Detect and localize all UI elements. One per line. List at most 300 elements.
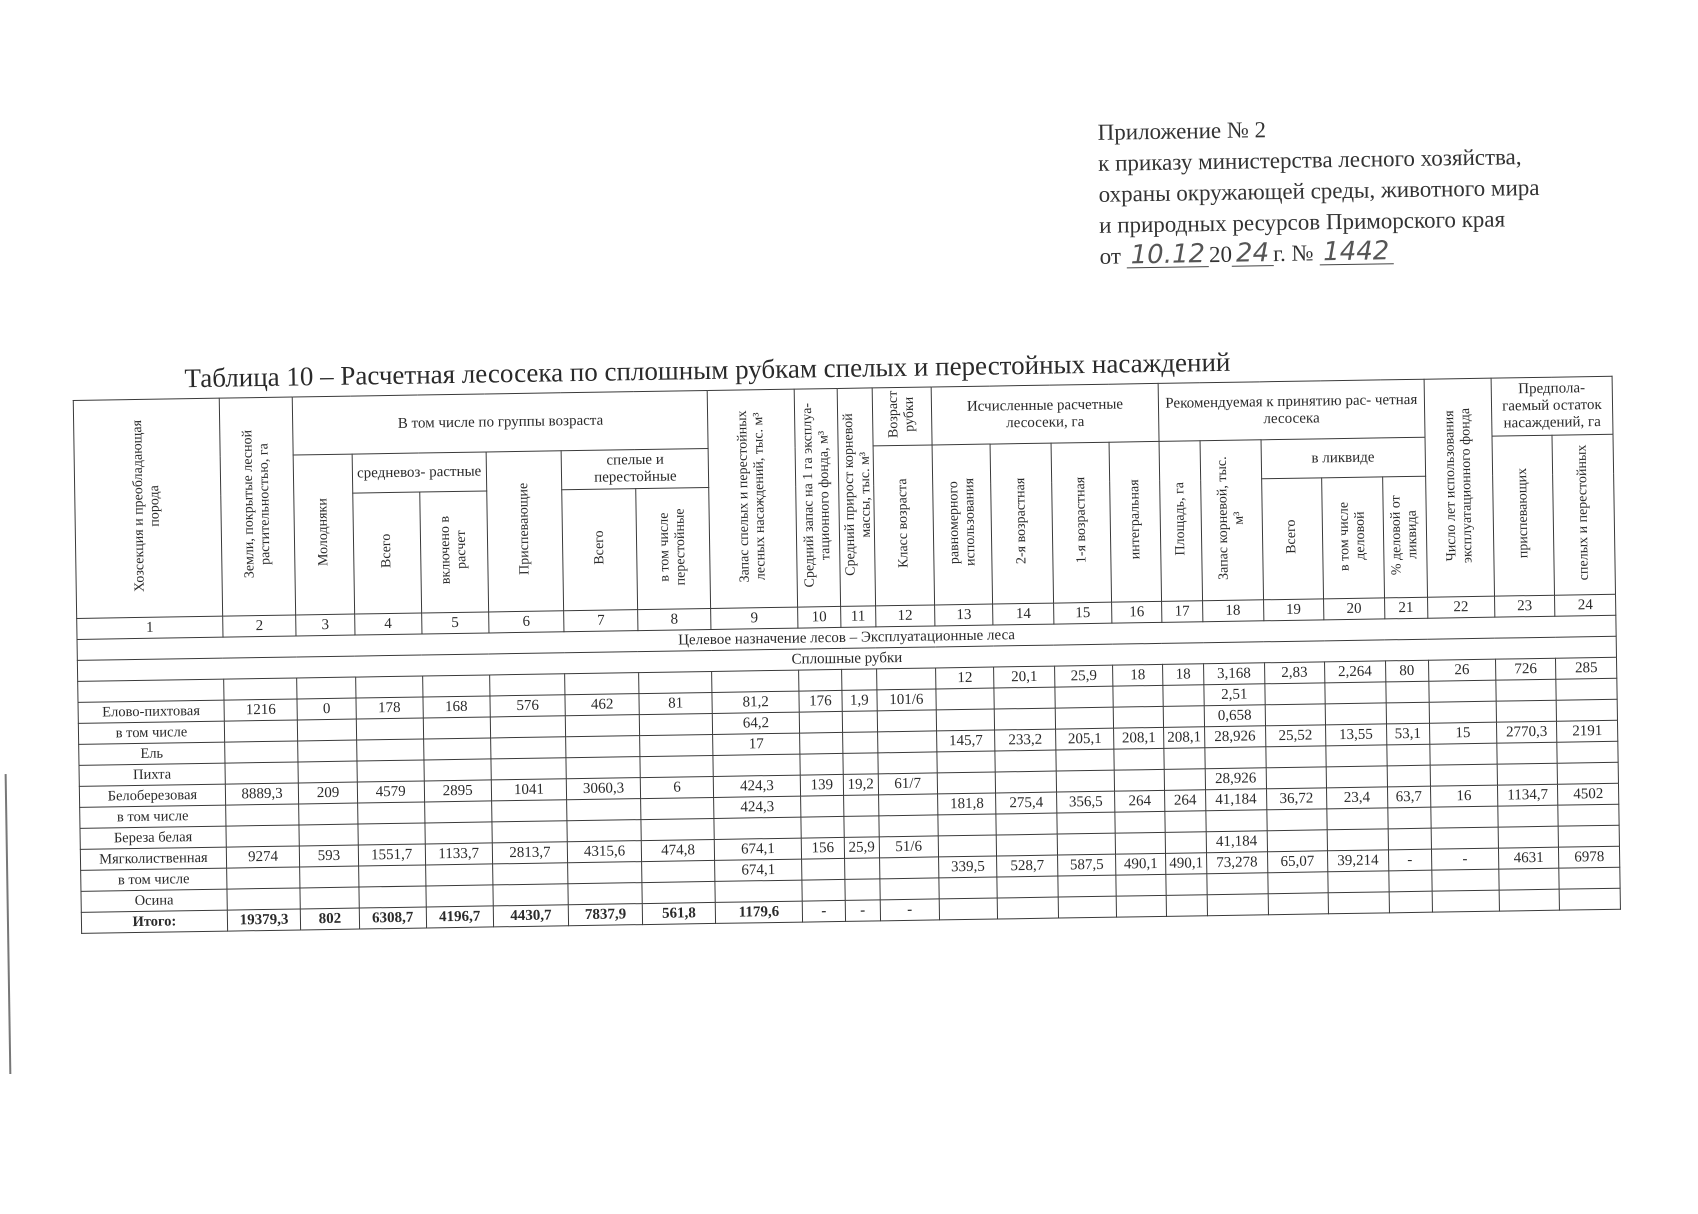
table-cell: 339,5 [939, 856, 998, 878]
table-cell [641, 818, 715, 840]
table-cell [492, 821, 568, 843]
header-cell: В том числе по группы возраста [293, 390, 709, 455]
table-cell: 285 [1556, 657, 1617, 679]
column-number-cell: 21 [1384, 597, 1428, 619]
table-cell: 2,51 [1204, 684, 1265, 706]
table-cell [878, 794, 938, 816]
table-cell [878, 815, 938, 837]
table-cell [802, 879, 846, 901]
table-cell [298, 719, 357, 741]
header-cell: Приспевающие [486, 451, 564, 612]
table-cell [1266, 809, 1327, 831]
table-cell: 233,2 [995, 729, 1056, 751]
table-cell: 7837,9 [569, 904, 643, 926]
table-cell: 674,1 [715, 838, 802, 860]
table-cell: 208,1 [1114, 727, 1164, 749]
table-cell: 576 [490, 695, 566, 717]
table-cell [1328, 892, 1389, 914]
table-cell [639, 713, 713, 735]
table-cell: 23,4 [1327, 787, 1388, 809]
header-cell: 2-я возрастная [990, 443, 1053, 604]
table-cell [491, 800, 567, 822]
table-cell: 0,658 [1204, 705, 1265, 727]
table-cell [225, 762, 299, 784]
table-cell [877, 710, 937, 732]
column-number-cell: 20 [1324, 598, 1385, 620]
table-cell [300, 887, 359, 909]
table-cell [996, 813, 1057, 835]
subsection-label: Сплошные рубки [77, 636, 1616, 681]
header-cell: приспевающих [1492, 435, 1555, 596]
table-cell [567, 820, 641, 842]
table-cell [300, 866, 359, 888]
table-cell: 2191 [1557, 720, 1618, 742]
table-cell: 2770,3 [1496, 721, 1557, 743]
table-cell [995, 750, 1056, 772]
table-cell: 1134,7 [1497, 784, 1558, 806]
table-cell: 4631 [1498, 847, 1559, 869]
table-cell: 41,184 [1206, 789, 1267, 811]
table-cell: 19379,3 [227, 909, 301, 931]
row-label-cell: Елово-пихтовая [78, 700, 224, 723]
table-cell: 587,5 [1057, 854, 1116, 876]
table-cell [1114, 748, 1164, 770]
table-cell [1058, 896, 1117, 918]
table-cell: 726 [1495, 658, 1556, 680]
table-cell: 356,5 [1056, 791, 1115, 813]
table-cell [489, 674, 565, 696]
table-cell [1559, 867, 1620, 889]
table-cell [567, 799, 641, 821]
table-cell: 81 [639, 692, 713, 714]
table-cell [1115, 811, 1165, 833]
table-cell [641, 860, 715, 882]
table-cell [877, 752, 937, 774]
table-cell [640, 797, 714, 819]
table-cell: 181,8 [938, 793, 997, 815]
table-cell [938, 835, 997, 857]
header-line: Приложение № 2 [1097, 117, 1267, 145]
table-cell: 19,2 [843, 774, 878, 796]
table-cell [998, 897, 1059, 919]
column-number-cell: 23 [1494, 595, 1555, 617]
table-cell [566, 757, 640, 779]
table-cell: 168 [423, 696, 490, 718]
table-cell [227, 888, 301, 910]
table-cell: 4430,7 [493, 905, 569, 927]
table-cell: 4502 [1558, 783, 1619, 805]
table-cell: 802 [301, 908, 360, 930]
table-cell [1115, 832, 1165, 854]
header-cell: Всего [352, 492, 421, 614]
table-cell [844, 795, 879, 817]
column-number-cell: 17 [1162, 601, 1203, 623]
header-cell: Исчисленные расчетные лесосеки, га [931, 383, 1159, 445]
header-cell: Запас спелых и перестойных лесных насаждений, тыс. м³ [708, 389, 798, 608]
table-cell: 205,1 [1055, 728, 1114, 750]
table-cell: 275,4 [996, 792, 1057, 814]
table-cell [423, 738, 490, 760]
table-cell: 1,9 [842, 690, 877, 712]
handwritten-number: 1442 [1319, 239, 1394, 265]
column-number-cell: 13 [935, 604, 994, 626]
table-cell [715, 880, 802, 902]
column-number-cell: 6 [488, 611, 564, 633]
table-cell [566, 715, 640, 737]
table-cell [226, 804, 300, 826]
table-cell: 1551,7 [358, 844, 425, 866]
table-cell [843, 732, 878, 754]
table-cell [225, 741, 299, 763]
table-cell [1113, 685, 1163, 707]
column-number-cell: 22 [1427, 596, 1494, 618]
table-cell [227, 867, 301, 889]
table-cell [1268, 893, 1329, 915]
table-cell [1325, 682, 1386, 704]
table-cell: 264 [1115, 790, 1165, 812]
header-cell: Средний запас на 1 га эксплуа- тационного фонда, м³ [794, 388, 841, 607]
table-body [78, 657, 1621, 933]
table-cell: 73,278 [1207, 852, 1268, 874]
row-label-cell: Пихта [79, 763, 225, 786]
table-cell [1387, 807, 1431, 829]
table-cell [490, 737, 566, 759]
table-cell [425, 822, 492, 844]
column-number-cell: 15 [1053, 602, 1112, 624]
header-line: охраны окружающей среды, животного мира [1098, 174, 1540, 207]
table-cell [801, 858, 845, 880]
table-cell [491, 758, 567, 780]
table-cell: 6978 [1559, 846, 1620, 868]
table-cell [358, 823, 425, 845]
table-cell [1430, 764, 1497, 786]
table-cell [1057, 833, 1116, 855]
header-cell: Предпола- гаемый остаток насаждений, га [1491, 376, 1613, 436]
table-cell [1429, 680, 1496, 702]
table-cell [568, 862, 642, 884]
header-cell: Средний прирост корневой массы, тыс. м³ [837, 388, 875, 607]
table-cell [845, 858, 880, 880]
table-cell [997, 834, 1058, 856]
table-cell [842, 669, 877, 691]
table-cell [1164, 769, 1205, 791]
table-cell: 2,83 [1264, 662, 1325, 684]
header-cell: Молодняки [294, 454, 355, 615]
table-cell [714, 817, 801, 839]
table-cell [566, 736, 640, 758]
table-cell [1265, 704, 1326, 726]
table-cell: 25,9 [1054, 665, 1113, 687]
table-cell: 474,8 [641, 839, 715, 861]
table-cell [801, 816, 845, 838]
header-cell: Площадь, га [1159, 441, 1203, 602]
table-cell [879, 857, 939, 879]
table-cell [224, 720, 298, 742]
table-cell [1206, 810, 1267, 832]
table-cell [1430, 743, 1497, 765]
table-cell [1264, 683, 1325, 705]
table-cell [937, 751, 996, 773]
table-cell: - [845, 900, 880, 922]
table-cell [1385, 681, 1429, 703]
table-cell: 25,9 [844, 837, 879, 859]
handwritten-date: 10.12 [1126, 242, 1209, 268]
row-label-cell: Осина [81, 889, 227, 912]
header-cell: интегральная [1109, 441, 1161, 602]
table-cell: 4315,6 [568, 841, 642, 863]
table-cell [939, 898, 998, 920]
table-cell [938, 814, 997, 836]
table-cell: 9274 [226, 846, 300, 868]
table-cell: 178 [356, 697, 423, 719]
table-cell [1116, 874, 1166, 896]
row-label-cell: Итого: [81, 910, 227, 933]
section-label: Целевое назначение лесов – Эксплуатационные леса [77, 615, 1616, 660]
approval-header [1097, 108, 1659, 272]
table-cell [1558, 825, 1619, 847]
table-cell [224, 678, 298, 700]
column-number-cell: 8 [637, 608, 711, 630]
header-cell: 1-я возрастная [1051, 442, 1112, 603]
table-cell [1058, 875, 1117, 897]
table-cell: 264 [1164, 790, 1205, 812]
table-cell [1557, 741, 1618, 763]
table-cell [798, 669, 842, 691]
table-cell: 528,7 [997, 855, 1058, 877]
table-cell: 424,3 [714, 775, 801, 797]
table-cell: 561,8 [642, 902, 716, 924]
table-cell [297, 677, 356, 699]
table-cell [800, 753, 844, 775]
column-number-cell: 10 [797, 606, 841, 628]
table-cell [422, 675, 489, 697]
table-cell [1556, 678, 1617, 700]
table-cell [1055, 686, 1114, 708]
table-cell [358, 865, 425, 887]
header-cell: спелых и перестойных [1552, 434, 1615, 595]
table-cell [713, 754, 800, 776]
column-number-cell: 19 [1263, 599, 1324, 621]
table-cell [996, 771, 1057, 793]
table-cell [1163, 685, 1204, 707]
table-cell: - [1388, 849, 1432, 871]
table-cell [712, 670, 799, 692]
table-cell [1326, 766, 1387, 788]
table-cell [1496, 700, 1557, 722]
table-cell [359, 886, 426, 908]
table-cell: 20,1 [994, 666, 1055, 688]
table-cell [1166, 874, 1207, 896]
table-cell [1432, 869, 1499, 891]
table-cell [1327, 829, 1388, 851]
table-cell: 1041 [491, 779, 567, 801]
table-cell [995, 708, 1056, 730]
table-cell: 63,7 [1387, 786, 1431, 808]
table-cell: 101/6 [877, 689, 937, 711]
table-cell [1056, 749, 1115, 771]
table-cell [936, 688, 995, 710]
table-cell [492, 863, 568, 885]
table-cell: 1216 [224, 699, 298, 721]
date-prefix: от [1099, 243, 1122, 269]
table-cell: 39,214 [1328, 850, 1389, 872]
table-cell [799, 711, 843, 733]
table-cell: 139 [800, 774, 844, 796]
table-cell [299, 824, 358, 846]
header-cell: равномерного использования [932, 444, 993, 605]
table-cell: 490,1 [1165, 853, 1206, 875]
table-cell [1164, 748, 1205, 770]
table-cell [1205, 747, 1266, 769]
column-number-cell: 11 [841, 606, 876, 628]
table-cell [1498, 826, 1559, 848]
header-cell: % деловой от ликвида [1382, 476, 1427, 598]
table-cell: 51/6 [879, 836, 939, 858]
table-cell [423, 717, 490, 739]
table-cell [355, 676, 422, 698]
header-cell: Всего [1261, 478, 1323, 600]
table-cell [843, 753, 878, 775]
table-cell [299, 803, 358, 825]
table-cell: 6308,7 [359, 907, 426, 929]
table-cell [1431, 827, 1498, 849]
table-cell [357, 802, 424, 824]
table-cell [424, 759, 491, 781]
header-cell: Рекомендуемая к принятию рас- четная лесосека [1158, 379, 1425, 441]
header-cell: Хозсекция и преобладающая порода [73, 398, 222, 618]
table-cell [877, 731, 937, 753]
header-cell: Запас корневой, тыс. м³ [1200, 440, 1263, 601]
column-number-cell: 4 [354, 613, 421, 635]
table-cell [298, 761, 357, 783]
table-cell [356, 739, 423, 761]
table-cell: - [1431, 848, 1498, 870]
table-cell: 6 [640, 776, 714, 798]
table-cell [842, 711, 877, 733]
table-cell [1328, 871, 1389, 893]
table-cell: 176 [799, 690, 843, 712]
table-cell [1498, 805, 1559, 827]
table-cell: 1133,7 [425, 843, 492, 865]
header-cell: Земли, покрытые лесной растительностью, га [219, 397, 296, 616]
header-cell: включено в расчет [419, 491, 488, 613]
column-number-cell: 1 [77, 616, 223, 639]
table-cell [1266, 767, 1327, 789]
column-number-cell: 3 [296, 614, 355, 636]
table-cell: 65,07 [1267, 851, 1328, 873]
table-cell [642, 881, 716, 903]
table-cell: 4196,7 [426, 906, 493, 928]
table-cell [1165, 832, 1206, 854]
table-cell [879, 878, 939, 900]
header-cell: Возраст рубки [872, 387, 932, 446]
row-label-cell: Мягколиственная [80, 847, 226, 870]
table-cell: 28,926 [1205, 768, 1266, 790]
row-label-cell: в том числе [81, 868, 227, 891]
table-cell: 15 [1429, 722, 1496, 744]
column-number-cell: 16 [1112, 601, 1162, 623]
table-cell [493, 884, 569, 906]
table-cell [565, 673, 639, 695]
header-cell: спелые и перестойные [561, 448, 709, 489]
table-cell: 208,1 [1164, 727, 1205, 749]
table-cell [640, 755, 714, 777]
table-cell [1265, 746, 1326, 768]
table-cell [1497, 742, 1558, 764]
table-cell [638, 671, 712, 693]
table-cell [1387, 765, 1431, 787]
table-cell: 2813,7 [492, 842, 568, 864]
header-line: к приказу министерства лесного хозяйства, [1097, 144, 1522, 176]
table-cell [1432, 890, 1499, 912]
table-cell [994, 687, 1055, 709]
header-line: и природных ресурсов Приморского края [1098, 206, 1506, 238]
table-cell: 36,72 [1266, 788, 1327, 810]
table-cell [1497, 763, 1558, 785]
table-cell: - [880, 899, 940, 921]
table-cell: 462 [565, 694, 639, 716]
table-cell [1057, 812, 1116, 834]
table-cell [1114, 769, 1164, 791]
table-cell: 26 [1428, 659, 1495, 681]
column-number-cell: 24 [1555, 594, 1616, 616]
table-cell: 156 [801, 837, 845, 859]
header-cell: в ликвиде [1261, 437, 1426, 479]
row-label-cell: Ель [79, 742, 225, 765]
table-cell [1055, 707, 1114, 729]
table-cell: 13,55 [1326, 724, 1387, 746]
table-cell: 674,1 [715, 859, 802, 881]
table-cell [1267, 872, 1328, 894]
table-cell: 53,1 [1386, 723, 1430, 745]
table-cell: 17 [713, 733, 800, 755]
table-cell: 145,7 [937, 730, 996, 752]
table-cell [425, 864, 492, 886]
table-cell: 0 [297, 698, 356, 720]
table-cell [1113, 706, 1163, 728]
table-cell [424, 801, 491, 823]
table-cell [1165, 811, 1206, 833]
table-cell [1163, 706, 1204, 728]
table-cell [1166, 895, 1207, 917]
column-number-cell: 14 [993, 603, 1054, 625]
forest-cut-table [73, 376, 1621, 934]
row-label-cell: в том числе [78, 721, 224, 744]
table-cell: 80 [1385, 660, 1429, 682]
table-cell: 41,184 [1206, 831, 1267, 853]
header-cell: Число лет использования эксплуатационного фонда [1424, 378, 1494, 597]
table-cell [1388, 828, 1432, 850]
table-title: Таблица 10 – Расчетная лесосека по сплошным рубкам спелых и перестойных насаждений [184, 346, 1231, 394]
table-cell [356, 718, 423, 740]
table-cell [939, 877, 998, 899]
column-number-cell: 12 [875, 605, 935, 627]
column-number-cell: 2 [223, 615, 297, 637]
row-label-cell [78, 679, 224, 702]
table-cell: 18 [1113, 664, 1163, 686]
table-cell [1327, 808, 1388, 830]
table-cell: 28,926 [1205, 726, 1266, 748]
row-label-cell: Белоберезовая [79, 784, 225, 807]
table-cell [1388, 870, 1432, 892]
table-cell: 3,168 [1204, 663, 1265, 685]
table-cell [1556, 699, 1617, 721]
header-cell: Всего [562, 489, 637, 611]
table-cell [1116, 895, 1166, 917]
table-cell: 2895 [424, 780, 491, 802]
table-cell [357, 760, 424, 782]
table-cell [799, 732, 843, 754]
